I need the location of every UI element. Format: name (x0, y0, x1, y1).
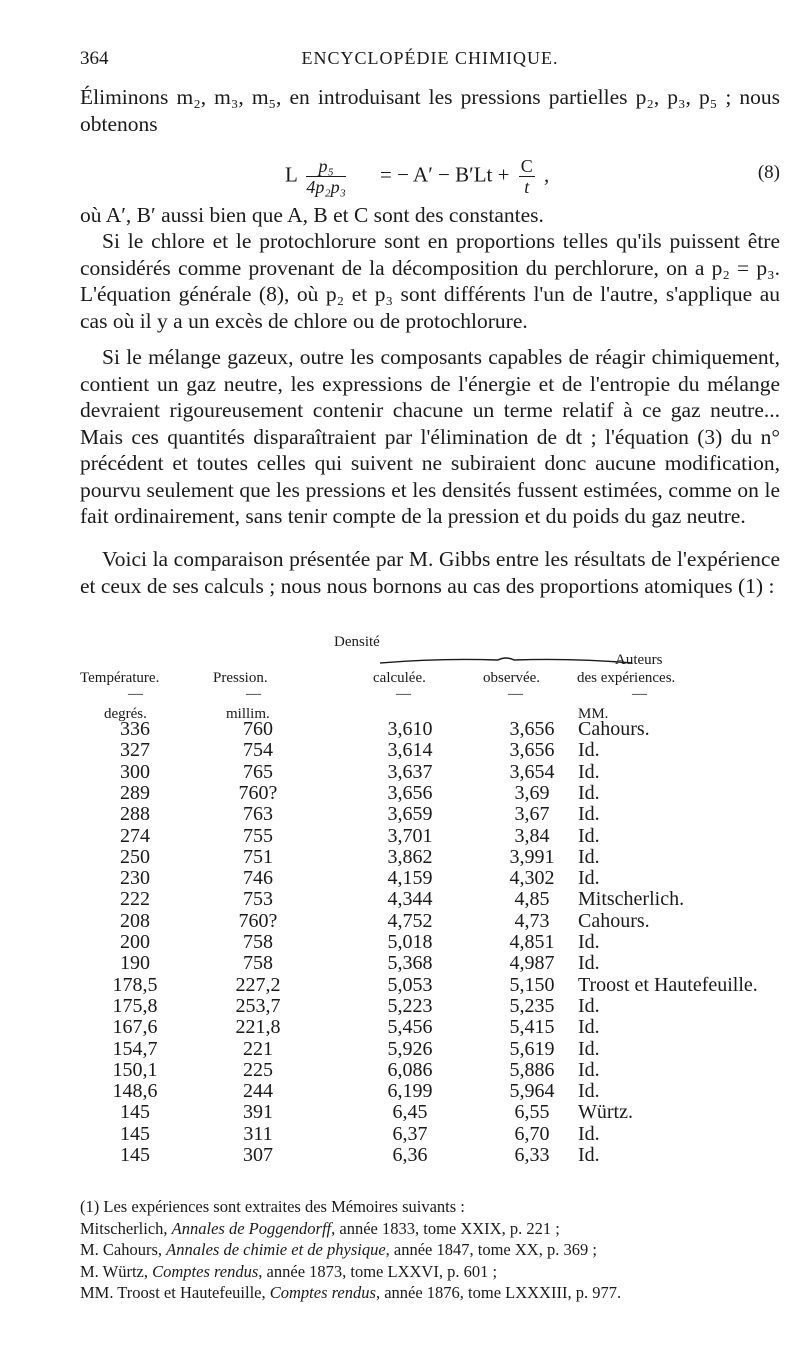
cell-densite-observee: 3,69 (514, 781, 550, 804)
footnote-author: M. Würtz, (80, 1261, 153, 1281)
cell-auteur: Id. (578, 952, 600, 975)
density-group-header: Densité (334, 634, 380, 650)
cell-densite-calculee: 6,45 (392, 1101, 428, 1124)
cell-pression: 307 (243, 1144, 273, 1166)
col-dash-calculee: — (396, 686, 411, 702)
table-row (80, 1038, 790, 1060)
cell-pression: 311 (243, 1122, 273, 1145)
cell-densite-calculee: 6,086 (387, 1058, 433, 1081)
col-header-auteurs: Auteurs (615, 652, 663, 668)
table-row (80, 803, 790, 825)
table-row (80, 739, 790, 761)
footnote-ref: , année 1876, tome LXXXIII, p. 977. (375, 1283, 622, 1302)
table-row (80, 910, 790, 932)
cell-temperature: 274 (120, 824, 150, 847)
unit-auteurs: MM. (578, 706, 609, 722)
cell-temperature: 145 (120, 1144, 150, 1166)
cell-densite-calculee: 6,199 (387, 1080, 433, 1103)
cell-pression: 221,8 (235, 1016, 281, 1039)
cell-auteur: Id. (578, 824, 600, 847)
equation-label: (8) (757, 162, 780, 183)
cell-temperature: 148,6 (112, 1080, 158, 1103)
footnote-wurtz (80, 1261, 780, 1283)
cell-auteur: Id. (578, 1037, 600, 1060)
col-header-experiences: des expériences. (577, 670, 676, 686)
cell-densite-calculee: 4,159 (387, 867, 433, 890)
cell-pression: 753 (243, 888, 273, 911)
cell-densite-calculee: 3,614 (387, 739, 433, 762)
footnote-author: M. Cahours, (80, 1240, 167, 1259)
cell-densite-calculee: 5,223 (387, 994, 433, 1017)
cell-densite-calculee: 5,926 (387, 1037, 433, 1060)
cell-densite-observee: 4,851 (509, 931, 555, 953)
col-header-calculee: calculée. (373, 670, 426, 686)
cell-densite-calculee: 5,018 (387, 931, 433, 953)
unit-pression: millim. (226, 706, 270, 722)
cell-pression: 765 (243, 760, 273, 783)
cell-pression: 253,7 (235, 994, 281, 1017)
footnote-ref: , année 1873, tome LXXVI, p. 601 ; (258, 1261, 498, 1281)
table-row (80, 846, 790, 868)
col-header-pression: Pression. (213, 670, 268, 686)
cell-temperature: 230 (120, 867, 150, 890)
cell-pression: 760? (238, 781, 278, 804)
cell-temperature: 336 (120, 718, 150, 740)
cell-temperature: 178,5 (112, 973, 158, 996)
equation-rhs (380, 156, 549, 197)
cell-auteur: Id. (578, 931, 600, 953)
cell-densite-observee: 6,70 (514, 1122, 550, 1145)
cell-auteur: Cahours. (578, 909, 650, 932)
cell-pression: 225 (243, 1058, 273, 1081)
cell-temperature: 154,7 (112, 1037, 158, 1060)
cell-densite-calculee: 3,610 (387, 718, 433, 740)
table-row (80, 1016, 790, 1038)
table-row (80, 867, 790, 889)
cell-pression: 754 (243, 739, 273, 762)
cell-auteur: Id. (578, 1016, 600, 1039)
cell-temperature: 208 (120, 909, 150, 932)
cell-densite-calculee: 5,456 (387, 1016, 433, 1039)
unit-temperature: degrés. (104, 706, 147, 722)
cell-densite-calculee: 3,659 (387, 803, 433, 826)
cell-densite-observee: 3,656 (509, 718, 555, 740)
footnote-ref: , année 1833, tome XXIX, p. 221 ; (331, 1218, 560, 1238)
cell-densite-observee: 3,654 (509, 760, 555, 783)
equation-8 (80, 148, 780, 196)
footnotes (80, 1196, 780, 1304)
col-dash-temperature: — (128, 686, 143, 702)
cell-auteur: Cahours. (578, 718, 650, 740)
col-header-temperature: Température. (80, 670, 160, 686)
table-row (80, 1101, 790, 1123)
cell-densite-observee: 3,67 (514, 803, 550, 826)
equation-c-fraction (519, 156, 535, 197)
footnote-journal: Annales de chimie et de physique (166, 1240, 386, 1259)
cell-temperature: 289 (120, 781, 150, 804)
cell-auteur: Id. (578, 781, 600, 804)
cell-auteur: Würtz. (578, 1101, 633, 1124)
cell-densite-calculee: 4,752 (387, 909, 433, 932)
table-row (80, 718, 790, 740)
table-row (80, 995, 790, 1017)
cell-densite-observee: 6,55 (514, 1101, 550, 1124)
density-brace (380, 656, 632, 664)
footnote-troost (80, 1282, 780, 1304)
cell-densite-observee: 3,84 (514, 824, 550, 847)
equation-fraction (306, 156, 346, 197)
cell-densite-observee: 4,73 (514, 909, 550, 932)
cell-densite-observee: 5,150 (509, 973, 555, 996)
cell-densite-calculee: 3,862 (387, 845, 433, 868)
cell-auteur: Id. (578, 867, 600, 890)
cell-pression: 755 (243, 824, 273, 847)
equation-log: L (285, 162, 298, 187)
table-row (80, 888, 790, 910)
cell-densite-observee: 5,619 (509, 1037, 555, 1060)
page-number: 364 (80, 48, 109, 69)
cell-densite-observee: 5,415 (509, 1016, 555, 1039)
col-dash-pression: — (246, 686, 261, 702)
cell-densite-calculee: 6,37 (392, 1122, 428, 1145)
cell-auteur: Troost et Hautefeuille. (578, 973, 758, 996)
cell-temperature: 190 (120, 952, 150, 975)
col-header-observee: observée. (483, 670, 541, 686)
cell-pression: 751 (243, 845, 273, 868)
footnote-journal: Comptes rendus (152, 1261, 259, 1281)
cell-densite-observee: 5,886 (509, 1058, 555, 1081)
table-row (80, 825, 790, 847)
cell-densite-calculee: 4,344 (387, 888, 433, 911)
cell-temperature: 150,1 (112, 1058, 158, 1081)
table-row (80, 931, 790, 953)
cell-densite-observee: 3,991 (509, 845, 555, 868)
cell-densite-calculee: 5,053 (387, 973, 433, 996)
cell-auteur: Id. (578, 760, 600, 783)
cell-auteur: Id. (578, 1122, 600, 1145)
cell-pression: 221 (243, 1037, 273, 1060)
footnote-journal: Comptes rendus (269, 1283, 376, 1302)
table-row (80, 1059, 790, 1081)
cell-temperature: 145 (120, 1122, 150, 1145)
cell-pression: 758 (243, 952, 273, 975)
cell-temperature: 167,6 (112, 1016, 158, 1039)
cell-temperature: 250 (120, 845, 150, 868)
col-dash-observee: — (508, 686, 523, 702)
cell-temperature: 300 (120, 760, 150, 783)
table-row (80, 1080, 790, 1102)
cell-pression: 758 (243, 931, 273, 953)
cell-densite-observee: 5,235 (509, 994, 555, 1017)
cell-densite-calculee: 3,656 (387, 781, 433, 804)
cell-densite-observee: 4,85 (514, 888, 550, 911)
paragraph-comparaison: Voici la comparaison présentée par M. Gibbs entre les résultats de l'expérience et ceux de ses calculs ; nous nous bornons au cas des proportions atomiques (1) : (80, 547, 780, 598)
cell-pression: 763 (243, 803, 273, 826)
footnote-intro: (1) Les expériences sont extraites des Mémoires suivants : (80, 1197, 465, 1216)
cell-densite-observee: 5,964 (509, 1080, 555, 1103)
table-header (80, 634, 790, 704)
cell-auteur: Id. (578, 739, 600, 762)
cell-pression: 244 (243, 1080, 273, 1103)
footnote-journal: Annales de Poggendorff (171, 1218, 332, 1238)
table-row (80, 1144, 790, 1166)
table-row (80, 782, 790, 804)
cell-densite-calculee: 6,36 (392, 1144, 428, 1166)
cell-auteur: Id. (578, 845, 600, 868)
equation-c-numerator: C (520, 156, 533, 176)
equation-c-denominator: t (524, 177, 530, 197)
cell-densite-observee: 6,33 (514, 1144, 550, 1166)
cell-temperature: 288 (120, 803, 150, 826)
table-row (80, 1123, 790, 1145)
page-header (80, 48, 780, 74)
cell-pression: 760? (238, 909, 278, 932)
equation-middle: = − A′ − B′Lt + (380, 162, 510, 187)
cell-temperature: 200 (120, 931, 150, 953)
cell-auteur: Id. (578, 994, 600, 1017)
footnote-mitscherlich (80, 1218, 780, 1240)
table-row (80, 952, 790, 974)
paragraph-intro: Éliminons m₂, m₃, m₅, en introduisant les pressions partielles p₂, p₃, p₅ ; nous obtenons (80, 85, 780, 136)
cell-auteur: Id. (578, 1144, 600, 1166)
cell-pression: 227,2 (235, 973, 281, 996)
cell-temperature: 222 (120, 888, 150, 911)
equation-lhs (285, 156, 350, 197)
footnote-ref: , année 1847, tome XX, p. 369 ; (385, 1240, 597, 1259)
table-row (80, 761, 790, 783)
footnote-cahours (80, 1239, 780, 1261)
cell-auteur: Mitscherlich. (578, 888, 685, 911)
cell-densite-observee: 4,987 (509, 952, 555, 975)
cell-auteur: Id. (578, 803, 600, 826)
cell-pression: 760 (243, 718, 273, 740)
cell-pression: 391 (243, 1101, 273, 1124)
cell-densite-calculee: 5,368 (387, 952, 433, 975)
footnote-author: MM. Troost et Hautefeuille, (80, 1283, 270, 1302)
equation-numerator: p₅ (306, 156, 346, 177)
cell-pression: 746 (243, 867, 273, 890)
col-dash-auteurs: — (632, 686, 647, 702)
paragraph-constants: où A′, B′ aussi bien que A, B et C sont des constantes. (80, 203, 544, 227)
cell-densite-observee: 3,656 (509, 739, 555, 762)
cell-auteur: Id. (578, 1058, 600, 1081)
cell-temperature: 145 (120, 1101, 150, 1124)
footnote-author: Mitscherlich, (80, 1218, 172, 1238)
cell-densite-observee: 4,302 (509, 867, 555, 890)
paragraph-gaz-neutre: Si le mélange gazeux, outre les composants capables de réagir chimiquement, contient un gaz neutre, les expressions de l'énergie et de l'entropie du mélange devraient rigoureusement contenir chacune un terme relatif à ce gaz neutre... Mais ces quantités disparaîtraient par l'élimination de dt ; l'équation (3) du n° précédent et toutes celles qui suivent ne subiraient donc aucune modification, pourvu seulement que les pressions et les densités fussent estimées, comme on le fait ordinairement, sans tenir compte de la pression et du poids du gaz neutre. (80, 345, 780, 528)
equation-trailing: , (544, 162, 550, 187)
equation-denominator: 4p₂p₃ (306, 177, 346, 197)
table-row (80, 974, 790, 996)
cell-densite-calculee: 3,701 (387, 824, 433, 847)
running-title: ENCYCLOPÉDIE CHIMIQUE. (301, 48, 559, 68)
cell-densite-calculee: 3,637 (387, 760, 433, 783)
cell-auteur: Id. (578, 1080, 600, 1103)
cell-temperature: 327 (120, 739, 150, 762)
cell-temperature: 175,8 (112, 994, 158, 1017)
paragraph-chlore: Si le chlore et le protochlorure sont en proportions telles qu'ils puissent être considérés comme provenant de la décomposition du perchlorure, on a p₂ = p₃. L'équation générale (8), où p₂ et p₃ sont différents l'un de l'autre, s'applique au cas où il y a un excès de chlore ou de protochlorure. (80, 229, 780, 333)
